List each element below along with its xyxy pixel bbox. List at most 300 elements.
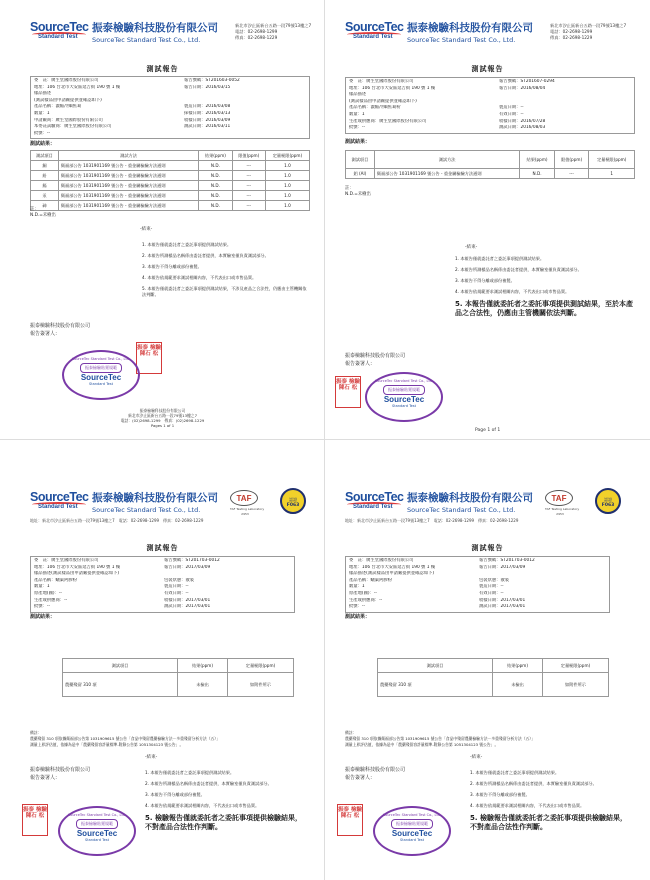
info-row <box>34 98 306 105</box>
results-table <box>377 658 609 697</box>
text-field: --- <box>232 161 265 171</box>
text-field: --- <box>554 169 589 179</box>
text-field <box>499 92 631 99</box>
text-field: 測試日期：2017/03/01 <box>479 604 526 610</box>
text-field: 4. 本報告依規範要求測試相關內容，不代表出口或市售品質。 <box>455 289 570 294</box>
text-field: 3. 本報告不得分離或部份複製。 <box>145 792 205 797</box>
text-field: SourceTec Standard Test Co., Ltd. <box>374 379 434 383</box>
text-field: 結果(ppm) <box>199 151 232 161</box>
text-field: 農藥殘留 310 項依據衛福部公告第 1031909615 號公告「食品中殘留農藥檢驗方法－多重殘留分析方法（五）」 <box>30 736 221 741</box>
info-row <box>34 85 306 92</box>
end-mark: -結束- <box>140 227 153 232</box>
text-field: 測試項目 <box>346 151 375 169</box>
text-field <box>184 98 306 105</box>
text-field: 振泰檢驗科技股份有限公司 <box>92 22 218 34</box>
text-field: 原產地(國)：-- <box>34 590 62 596</box>
results-table <box>30 150 310 211</box>
text-field: SourceTec <box>383 395 425 404</box>
text-field: 振泰檢驗貼賣規範 <box>383 385 425 395</box>
text-field: SourceTec Standard Test Co., Ltd. <box>92 36 201 44</box>
text-field: 地址：106 台北市大安區延吉街 190 號 1 樓 <box>349 85 436 91</box>
text-field: 測量上界評估值，依據為是中「農藥殘留容許量標準-附錄公告第 1051304123 號公告」。 <box>30 742 184 747</box>
text-field: 測量上界評估值，依據為是中「農藥殘留容許量標準-附錄公告第 1051304123 號公告」。 <box>345 742 499 747</box>
text-field: 振泰檢驗科技股份有限公司 <box>407 22 533 34</box>
text-field: (測試樣品由申請廠提供並確認如下) <box>349 98 417 104</box>
text-field: 鉛 <box>31 171 59 181</box>
text-field: 3. 本報告不得分離或部份複製。 <box>455 278 515 283</box>
sample-info-box <box>345 556 610 613</box>
table-header-row <box>378 659 609 673</box>
personal-seal-stamp: 振泰 檢驗 陳石 松 <box>136 342 162 374</box>
page-title: 測試報告 <box>146 65 179 73</box>
text-field: 測試項目 <box>31 151 59 161</box>
sample-info-box <box>345 77 635 134</box>
text-field: 1 <box>589 169 635 179</box>
info-row <box>349 565 606 572</box>
text-field: 1. 本報告僅就委託者之委託事項提供測試結果。 <box>145 770 235 775</box>
text-field: 有效日期：-- <box>479 590 504 596</box>
text-field: 採樣日期：2016/03/13 <box>184 110 231 116</box>
text-field: 衛福部公告 1031901169 號公告 - 重金屬檢驗方法通則 <box>58 181 198 191</box>
text-field: 收樣日期：2016/07/28 <box>499 118 546 124</box>
report-header <box>345 20 635 48</box>
end-mark: -結束- <box>470 755 483 760</box>
table-row <box>31 161 310 171</box>
results-heading: 測試結果： <box>30 141 56 147</box>
info-row <box>34 598 291 605</box>
text-field: SourceTec <box>76 829 118 838</box>
end-mark: -結束- <box>465 245 478 250</box>
text-field: --- <box>232 171 265 181</box>
info-row <box>349 604 606 611</box>
text-field: 產品名稱：濃縮冷緬蕉葛 <box>34 104 82 110</box>
text-field: 振泰檢驗科技股份有限公司 <box>345 353 406 359</box>
company-contact <box>550 23 626 41</box>
text-field: TAF Testing Laboratory <box>545 507 580 511</box>
text-field: --- <box>232 201 265 211</box>
text-field: 樣品描述 <box>34 91 52 97</box>
text-field: N.D. <box>199 181 232 191</box>
text-field: SourceTec Standard Test Co., Ltd. <box>382 813 442 817</box>
text-field: 包裝狀態：散裝 <box>164 577 195 583</box>
text-field: 地址：106 台北市大安區延吉街 190 號 1 樓 <box>34 564 121 570</box>
text-field: N.D. <box>199 191 232 201</box>
notes <box>30 730 220 748</box>
text-field: 測試方法 <box>58 151 198 161</box>
info-row <box>349 125 631 132</box>
address-line: 地址：新北市汐止區新台五路一段79號13樓之7 電話：02-2698-1299 傳真：02-2698-1229 <box>345 518 519 523</box>
text-field: 衛福部公告 1031901169 號公告 - 重金屬檢驗方法通則 <box>58 201 198 211</box>
text-field: 測試方法 <box>374 151 519 169</box>
text-field: 1.0 <box>265 161 309 171</box>
text-field: SourceTec Standard Test Co., Ltd. <box>67 813 127 817</box>
text-field: 批號：-- <box>34 604 50 610</box>
text-field: 數量：1 <box>349 111 365 117</box>
info-row <box>349 558 606 565</box>
report-header <box>345 490 635 523</box>
table-row <box>31 191 310 201</box>
text-field: 新北市汐止區新台五路一段79號13樓之7 <box>235 23 312 28</box>
text-field <box>164 571 291 578</box>
text-field: 振泰檢驗科技股份有限公司 <box>30 323 91 329</box>
company-name <box>407 490 533 514</box>
text-field: 報告簽署人： <box>30 331 61 337</box>
text-field: 1.0 <box>265 171 309 181</box>
text-field: 4. 本報告依規範要求測試相關內容，不代表出口或市售品質。 <box>470 803 585 808</box>
text-field: 鋁 (Al) <box>346 169 375 179</box>
text-field: TAF <box>545 490 573 506</box>
text-field: 報告日期：2017/03/09 <box>164 564 211 570</box>
text-field: 5. 本報告僅就委託者之委託事項提供測試結果，不涉及產品之合法性，仍應由主管機關依法判斷。 <box>142 286 307 297</box>
text-field: SourceTec <box>30 20 89 34</box>
text-field: (測試樣品由申請廠提供並確認如下) <box>34 97 102 103</box>
text-field: 報告簽署人： <box>30 775 61 781</box>
text-field: Pages 1 of 1 <box>150 423 175 428</box>
text-field: 收樣日期：2017/03/01 <box>479 597 526 603</box>
text-field: SourceTec <box>80 373 122 382</box>
sample-info-box <box>30 76 310 139</box>
text-field: 製造日期：-- <box>164 584 189 590</box>
text-field: N.D.=未檢出 <box>345 192 371 197</box>
info-row <box>34 578 291 585</box>
text-field: 4. 本報告依規範要求測試相關內容，不代表出口或市售品質。 <box>142 275 257 280</box>
text-field: Standard Test <box>38 504 78 510</box>
text-field: 樣品描述(測試樣品由申請廠提供並確認如下) <box>34 571 119 577</box>
text-field: 製造日期：2016/03/08 <box>184 104 231 110</box>
company-name <box>92 490 218 514</box>
results-table <box>62 658 294 697</box>
text-field: 地址：106 台北市大安區延吉街 190 號 1 樓 <box>349 564 436 570</box>
text-field: 認證 <box>604 497 612 502</box>
info-row <box>34 78 306 85</box>
info-row <box>34 565 291 572</box>
text-field <box>479 571 606 578</box>
info-row <box>349 92 631 99</box>
text-field: 委 託：廣生堂國際股份有限公司 <box>349 558 414 563</box>
table-row <box>31 181 310 191</box>
text-field: 批號：-- <box>349 604 365 610</box>
company-seal-stamp <box>365 372 443 422</box>
text-field: SourceTec <box>345 20 404 34</box>
info-row <box>349 591 606 598</box>
text-field: 註： <box>345 186 354 191</box>
results-heading: 測試結果： <box>30 614 56 620</box>
text-field: 振泰檢驗貼賣規範 <box>391 819 433 829</box>
text-field: 測試項目 <box>63 659 178 673</box>
text-field: 2. 本報告所測樣品名稱係由委託者提供，本實驗室僅負責測試部分。 <box>142 253 269 258</box>
text-field: 電話：(02)2698-1299 傳真：(02)2698-1229 <box>120 418 205 423</box>
text-field: 委 託：廣生堂國際股份有限公司 <box>34 558 99 563</box>
text-field: 農藥殘留 310 項 <box>378 673 493 697</box>
text-field: --- <box>232 181 265 191</box>
text-field: 報告號碼：ST201703-0012 <box>479 558 535 563</box>
text-field: 5. 檢驗報告僅就委託者之委託事項提供檢驗結果，不對產品合法性作判斷。 <box>145 814 302 831</box>
text-field: 產品名稱：蟻巢阿膠粉 <box>34 577 77 583</box>
text-field: 測試日期：2017/03/01 <box>164 604 211 610</box>
text-field: 傳真：02-2698-1229 <box>235 35 278 40</box>
text-field: 地址：106 台北市大安區延吉街 190 號 1 樓 <box>34 84 121 90</box>
text-field: SourceTec Standard Test Co., Ltd. <box>407 36 516 44</box>
text-field: 振泰檢驗科技股份有限公司 <box>345 767 406 773</box>
table-row <box>31 201 310 211</box>
text-field: 生產或供應商：-- <box>34 597 68 603</box>
accreditation-seal-icon <box>595 488 621 514</box>
text-field: 振泰檢驗科技股份有限公司 <box>407 492 533 504</box>
text-field: SourceTec Standard Test Co., Ltd. <box>92 506 201 514</box>
text-field: 未檢出 <box>493 673 543 697</box>
page-title: 測試報告 <box>471 65 504 73</box>
terms-list <box>470 770 630 837</box>
signatory <box>345 766 405 782</box>
report-page-2 <box>325 0 650 440</box>
text-field: 定量極限(ppm) <box>542 659 608 673</box>
company-name <box>92 20 218 44</box>
results-heading: 測試結果： <box>345 139 371 145</box>
info-row <box>34 131 306 138</box>
text-field: 收樣日期：2017/03/01 <box>164 597 211 603</box>
text-field: 農藥殘留 310 項依據衛福部公告第 1031909615 號公告「食品中殘留農藥檢驗方法－多重殘留分析方法（五）」 <box>345 736 536 741</box>
text-field: 製造日期：-- <box>499 105 524 111</box>
personal-seal-stamp: 振泰 檢驗 陳石 松 <box>22 804 48 836</box>
text-field: SourceTec Standard Test Co., Ltd. <box>71 357 131 361</box>
text-field: F063 <box>286 503 300 508</box>
text-field: 砷 <box>31 201 59 211</box>
accreditation-seal-icon <box>280 488 306 514</box>
report-page-3 <box>0 440 325 880</box>
text-field: 電話：02-2698-1299 <box>550 29 593 34</box>
text-field: 汞 <box>31 191 59 201</box>
text-field: 如附件所示 <box>227 673 293 697</box>
text-field: 1.0 <box>265 201 309 211</box>
table-row <box>378 673 609 697</box>
text-field: SourceTec <box>345 490 404 504</box>
text-field: 1.0 <box>265 181 309 191</box>
info-row <box>34 604 291 611</box>
text-field: Standard Test <box>38 34 78 40</box>
text-field: 生產或供應商：廣生堂國際股份有限公司 <box>349 118 427 124</box>
text-field: TAF Testing Laboratory <box>230 507 265 511</box>
report-header <box>30 490 320 523</box>
personal-seal-stamp: 振泰 檢驗 陳石 松 <box>335 376 361 408</box>
page-title: 測試報告 <box>146 544 179 552</box>
text-field: 振泰檢驗貼賣規範 <box>80 363 122 373</box>
text-field: 委 託：廣生堂國際股份有限公司 <box>349 79 414 84</box>
taf-accreditation-mark <box>230 490 265 516</box>
text-field: 振泰檢驗科技股份有限公司 <box>92 492 218 504</box>
text-field: 2. 本報告所測樣品名稱係由委託者提供，本實驗室僅負責測試部分。 <box>470 781 597 786</box>
text-field: Standard Test <box>392 404 416 408</box>
table-row <box>346 169 635 179</box>
text-field: 批號：-- <box>34 130 50 136</box>
text-field: 報告日期：2017/03/09 <box>479 564 526 570</box>
text-field: 振泰檢驗科技股份有限公司 <box>30 767 91 773</box>
table-header-row <box>346 151 635 169</box>
text-field <box>184 91 306 98</box>
text-field: Standard Test <box>353 504 393 510</box>
text-field: 數量：1 <box>34 110 50 116</box>
signatory <box>345 352 405 368</box>
text-field: 申請廠商：廣生堂國際股份有限公司 <box>34 117 103 123</box>
text-field: 5. 檢驗報告僅就委託者之委託事項提供檢驗結果，不對產品合法性作判斷。 <box>470 814 627 831</box>
text-field: 銅 <box>31 161 59 171</box>
text-field: 批號：-- <box>349 125 365 131</box>
sourcetec-logo <box>30 20 88 44</box>
info-row <box>34 124 306 131</box>
sample-info-box <box>30 556 295 613</box>
info-row <box>349 79 631 86</box>
text-field: 數量：1 <box>349 584 365 590</box>
text-field: 備註： <box>30 730 42 735</box>
text-field: 農藥殘留 310 項 <box>63 673 178 697</box>
text-field: Standard Test <box>85 838 109 842</box>
text-field: 結果(ppm) <box>178 659 228 673</box>
sourcetec-logo <box>345 20 403 44</box>
text-field: 3. 本報告不得分離或部份複製。 <box>470 792 530 797</box>
company-seal-stamp <box>373 806 451 856</box>
table-header-row <box>31 151 310 161</box>
signatory <box>30 322 90 338</box>
report-page-4 <box>325 440 650 880</box>
text-field: 限值(ppm) <box>232 151 265 161</box>
text-field: 報告簽署人： <box>345 361 376 367</box>
text-field: 鎘 <box>31 181 59 191</box>
info-row <box>349 112 631 119</box>
text-field: 有效日期：-- <box>164 590 189 596</box>
text-field: 報告簽署人： <box>345 775 376 781</box>
text-field: 測試日期：2016/08/03 <box>499 125 546 131</box>
text-field: 認證 <box>289 497 297 502</box>
info-row <box>34 91 306 98</box>
text-field: 製造日期：-- <box>479 584 504 590</box>
text-field: 衛福部公告 1031901169 號公告 - 重金屬檢驗方法通則 <box>58 191 198 201</box>
text-field: 衛福部公告 1031901169 號公告 - 重金屬檢驗方法通則 <box>58 171 198 181</box>
report-page-1 <box>0 0 325 440</box>
text-field: 包裝狀態：散裝 <box>479 577 510 583</box>
text-field: 樣品描述(測試樣品由申請廠提供並確認如下) <box>349 571 434 577</box>
text-field: 報告號碼：ST201607-0294 <box>499 79 555 84</box>
page-title: 測試報告 <box>471 544 504 552</box>
sourcetec-logo <box>30 490 88 514</box>
table-header-row <box>63 659 294 673</box>
text-field: 新北市汐止區新台五路一段79號13樓之7 <box>550 23 627 28</box>
text-field: 樣品描述 <box>349 92 367 98</box>
text-field: 原產地(國)：-- <box>349 590 377 596</box>
text-field: 本委託試驗商：廣生堂國際股份有限公司 <box>34 124 112 130</box>
text-field: 振泰檢驗科技股份有限公司 <box>139 408 186 413</box>
text-field: 2953 <box>241 512 249 516</box>
info-row <box>34 584 291 591</box>
text-field: 報告日期：2016/08/04 <box>499 85 546 91</box>
company-contact <box>235 23 311 41</box>
company-name <box>407 20 533 44</box>
terms-list <box>145 770 305 837</box>
text-field: 有效日期：-- <box>499 111 524 117</box>
text-field: 5. 本報告僅就委託者之委託事項提供測試結果，至於本產品之合法性，仍應由主管機關依法判斷。 <box>455 300 633 317</box>
text-field: 備註： <box>345 730 357 735</box>
text-field: 1. 本報告僅就委託者之委託事項提供測試結果。 <box>142 242 232 247</box>
info-row <box>34 591 291 598</box>
notes <box>345 730 535 748</box>
info-row <box>349 86 631 93</box>
text-field: 定量極限(ppm) <box>589 151 635 169</box>
report-header <box>30 20 320 48</box>
text-field: Standard Test <box>89 382 113 386</box>
results-table <box>345 150 635 179</box>
table-row <box>63 673 294 697</box>
company-seal-stamp <box>62 350 140 400</box>
info-row <box>349 105 631 112</box>
text-field: 如附件所示 <box>542 673 608 697</box>
text-field: 委 託：廣生堂國際股份有限公司 <box>34 78 99 83</box>
text-field: N.D.=未檢出 <box>30 213 56 218</box>
text-field: 產品名稱：蟻巢阿膠粉 <box>349 577 392 583</box>
notes <box>30 207 56 219</box>
text-field <box>499 99 631 106</box>
text-field: 測試日期：2016/03/11 <box>184 124 231 130</box>
text-field: Standard Test <box>353 34 393 40</box>
text-field: 1.0 <box>265 191 309 201</box>
text-field: 報告日期：2016/03/15 <box>184 84 231 90</box>
text-field: F063 <box>601 503 615 508</box>
page-number: Page 1 of 1 <box>475 428 501 433</box>
text-field: 報告號碼：ST201703-0012 <box>164 558 220 563</box>
text-field: 2953 <box>556 512 564 516</box>
text-field: 未檢出 <box>178 673 228 697</box>
text-field <box>184 131 306 138</box>
text-field: 結果(ppm) <box>493 659 543 673</box>
text-field: Standard Test <box>400 838 424 842</box>
text-field: N.D. <box>199 161 232 171</box>
text-field: 定量極限(ppm) <box>265 151 309 161</box>
text-field: SourceTec <box>391 829 433 838</box>
text-field: 收樣日期：2016/03/09 <box>184 117 231 123</box>
terms-list <box>455 256 635 323</box>
text-field: 生產或供應商：-- <box>349 597 383 603</box>
info-row <box>34 571 291 578</box>
text-field: 電話：02-2698-1299 <box>235 29 278 34</box>
text-field: 傳真：02-2698-1229 <box>550 35 593 40</box>
taf-accreditation-mark <box>545 490 580 516</box>
info-row <box>349 578 606 585</box>
text-field: 1. 本報告僅就委託者之委託事項提供測試結果。 <box>470 770 560 775</box>
info-row <box>349 119 631 126</box>
address-line: 地址：新北市汐止區新台五路一段79號13樓之7 電話：02-2698-1299 傳真：02-2698-1229 <box>30 518 204 523</box>
info-row <box>349 99 631 106</box>
text-field: 2. 本報告所測樣品名稱係由委託者提供，本實驗室僅負責測試部分。 <box>455 267 582 272</box>
signatory <box>30 766 90 782</box>
text-field: N.D. <box>199 171 232 181</box>
info-row <box>34 104 306 111</box>
text-field: 2. 本報告所測樣品名稱係由委託者提供，本實驗室僅負責測試部分。 <box>145 781 272 786</box>
text-field: SourceTec <box>30 490 89 504</box>
text-field: --- <box>232 191 265 201</box>
notes <box>345 186 371 198</box>
text-field: 1. 本報告僅就委託者之委託事項提供測試結果。 <box>455 256 545 261</box>
text-field: 定量極限(ppm) <box>227 659 293 673</box>
personal-seal-stamp: 振泰 檢驗 陳石 松 <box>337 804 363 836</box>
text-field: TAF <box>230 490 258 506</box>
text-field: 衛福部公告 1031901169 號公告 - 重金屬檢驗方法通則 <box>374 169 519 179</box>
text-field: 產品名稱：濃縮冷緬蕉葛粉 <box>349 105 401 111</box>
text-field: N.D. <box>199 201 232 211</box>
sourcetec-logo <box>345 490 403 514</box>
text-field: 新北市汐止區新台五路一段79號13樓之7 <box>127 413 198 418</box>
text-field: N.D. <box>520 169 555 179</box>
table-row <box>31 171 310 181</box>
results-heading: 測試結果： <box>345 614 371 620</box>
text-field: 報告號碼：ST201603-0052 <box>184 78 240 83</box>
terms-list <box>142 242 307 303</box>
